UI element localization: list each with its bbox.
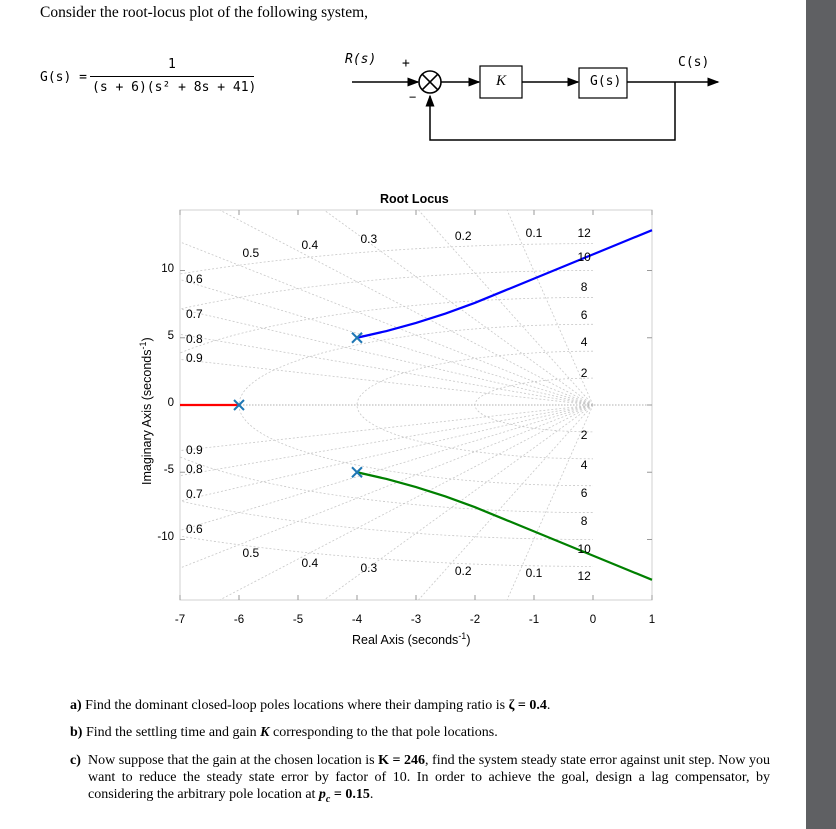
damping-label: 0.5 — [242, 246, 260, 261]
output-label: C(s) — [678, 55, 710, 70]
y-axis-label-close: ) — [140, 337, 155, 342]
wn-label: 4 — [580, 335, 588, 350]
damping-label: 0.4 — [301, 238, 319, 253]
wn-label: 2 — [580, 366, 588, 381]
y-tick-label: -10 — [157, 531, 174, 544]
y-axis-label — [138, 337, 154, 485]
input-label: R(s) — [345, 52, 377, 67]
question-b — [70, 724, 770, 741]
question-b-label: b) — [70, 725, 83, 740]
minus-sign: − — [409, 90, 417, 104]
wn-label: 8 — [580, 280, 588, 294]
wn-label: 4 — [580, 457, 588, 472]
x-axis-label-close: ) — [466, 633, 471, 648]
question-b-end: corresponding to the that pole locations. — [269, 725, 498, 740]
question-c-text: Now suppose that the gain at the chosen location is — [88, 753, 379, 768]
y-tick-label: -5 — [163, 464, 174, 477]
question-a — [70, 697, 770, 714]
damping-label: 0.1 — [525, 566, 543, 581]
damping-label: 0.9 — [186, 442, 203, 457]
damping-label: 0.3 — [360, 231, 378, 246]
question-c-end: . — [369, 787, 374, 802]
damping-ray-0.8-down — [0, 405, 593, 647]
question-c — [70, 752, 770, 808]
y-tick-label: 5 — [167, 329, 174, 342]
y-axis-label-sup: -1 — [138, 341, 148, 350]
question-c-math2-sub: c — [325, 793, 331, 805]
x-tick-label: -7 — [174, 614, 186, 626]
damping-ray-0.9-down — [0, 405, 593, 584]
x-tick-label: -6 — [233, 614, 245, 626]
x-tick-label: -4 — [351, 614, 363, 626]
question-c-text-2: , find the system steady state error against unit step. Now you want to reduce the steady state error by factor of 10. In order to achieve the goal, design a lag compensator, by considering the arbitrary pole location at — [88, 753, 770, 802]
question-a-label: a) — [70, 698, 82, 713]
damping-ray-0.6-down — [0, 405, 593, 728]
damping-ray-0.4-down — [0, 405, 593, 775]
intro-text: Consider the root-locus plot of the following system, — [40, 4, 369, 21]
wn-label: 10 — [577, 250, 591, 265]
wn-label: 12 — [577, 569, 591, 584]
question-c-label: c) — [70, 753, 81, 768]
gain-block-label: K — [496, 73, 507, 89]
wn-label: 6 — [580, 485, 588, 500]
damping-label: 0.2 — [454, 563, 472, 578]
damping-ray-0.7-down — [0, 405, 593, 693]
question-a-end: . — [546, 698, 551, 713]
damping-ray-0.2-down — [239, 405, 593, 800]
x-axis-label — [352, 631, 471, 647]
damping-label: 0.4 — [301, 555, 319, 570]
x-tick-label: -3 — [410, 614, 422, 626]
damping-ray-0.8-up — [0, 163, 593, 405]
question-a-text: Find the dominant closed-loop poles locations where their damping ratio is — [85, 698, 509, 713]
damping-label: 0.2 — [454, 228, 472, 243]
damping-label: 0.8 — [186, 461, 203, 476]
wn-label: 8 — [580, 514, 588, 528]
damping-ray-0.5-up — [0, 56, 593, 405]
question-c-label-wrap — [70, 752, 81, 769]
damping-label: 0.7 — [186, 487, 203, 502]
damping-label: 0.7 — [186, 306, 203, 321]
question-b-text: Find the settling time and gain — [85, 725, 261, 740]
x-tick-label: -5 — [292, 614, 304, 626]
x-axis-label-sup: -1 — [458, 631, 467, 641]
wn-label: 2 — [580, 427, 588, 442]
x-tick-label: 1 — [648, 614, 656, 626]
question-b-math: K — [260, 725, 270, 740]
damping-label: 0.8 — [186, 332, 203, 347]
question-c-math: K = 246 — [378, 753, 426, 768]
plant-block-label: G(s) — [590, 74, 622, 89]
damping-ray-0.6-up — [0, 82, 593, 405]
wn-label: 10 — [577, 542, 591, 557]
equation-denominator: (s + 6)(s² + 8s + 41) — [92, 80, 257, 95]
chart-title: Root Locus — [380, 192, 449, 206]
question-c-math3: = 0.15 — [330, 787, 370, 802]
question-c-body — [88, 752, 770, 808]
wn-label: 12 — [577, 226, 591, 241]
plus-sign: + — [402, 56, 410, 71]
damping-label: 0.5 — [242, 546, 260, 561]
damping-ray-0.4-up — [0, 35, 593, 405]
grid-clip — [0, 4, 652, 807]
damping-label: 0.1 — [525, 226, 543, 241]
y-tick-label: 0 — [167, 397, 174, 409]
damping-label: 0.6 — [186, 271, 203, 286]
wn-label: 6 — [580, 308, 588, 323]
damping-label: 0.9 — [186, 351, 203, 366]
grid-layer — [0, 4, 652, 807]
y-axis-label-text: Imaginary Axis (seconds — [140, 349, 155, 485]
y-tick-label: 10 — [161, 262, 174, 275]
damping-ray-0.2-up — [239, 10, 593, 405]
x-tick-label: -1 — [528, 614, 540, 626]
damping-ray-0.9-up — [0, 229, 593, 405]
equation-lhs: G(s) = — [40, 70, 87, 85]
question-a-math: ζ = 0.4 — [508, 698, 547, 713]
x-tick-label: -2 — [469, 614, 481, 626]
branch-lower — [357, 472, 652, 580]
equation-numerator: 1 — [168, 57, 176, 72]
damping-label: 0.3 — [360, 561, 378, 576]
branch-upper — [357, 230, 652, 338]
damping-ray-0.7-up — [0, 117, 593, 405]
x-tick-label: 0 — [589, 614, 597, 626]
damping-ray-0.1-down — [416, 405, 593, 806]
damping-label: 0.6 — [186, 522, 203, 537]
x-axis-label-text: Real Axis (seconds — [352, 633, 459, 648]
question-c-math2: p — [318, 787, 326, 802]
